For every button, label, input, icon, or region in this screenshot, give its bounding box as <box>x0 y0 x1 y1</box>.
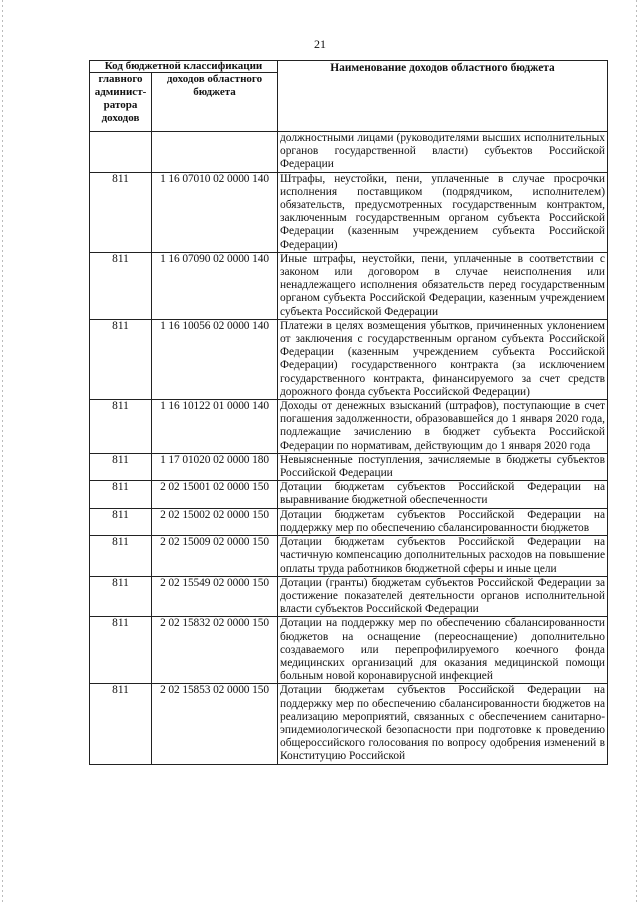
table-row <box>90 684 608 764</box>
admin-code-cell: 811 <box>90 576 152 617</box>
income-code-cell: 1 17 01020 02 0000 180 <box>152 453 278 480</box>
income-name-cell: Невыясненные поступления, зачисляемые в бюджеты субъектов Российской Федерации <box>278 453 608 480</box>
table-row <box>90 481 608 508</box>
income-code-cell: 1 16 07010 02 0000 140 <box>152 172 278 252</box>
header-group: Код бюджетной классификации <box>90 61 278 73</box>
table-row <box>90 172 608 252</box>
income-code-cell: 1 16 10122 01 0000 140 <box>152 400 278 454</box>
income-code-cell: 2 02 15001 02 0000 150 <box>152 481 278 508</box>
header-admin: главного админист-ратора доходов <box>90 73 152 132</box>
table-row <box>90 576 608 617</box>
table-row <box>90 536 608 577</box>
income-code-cell <box>152 132 278 173</box>
table-row <box>90 400 608 454</box>
budget-classification-table <box>89 60 608 765</box>
income-name-cell: Штрафы, неустойки, пени, уплаченные в случае просрочки исполнения поставщиком (подрядчиком, исполнителем) обязательств, предусмотренных государственным контрактом, заключенным государственным органом субъекта Российской Федерации (казенным учреждением субъекта Российской Федерации) <box>278 172 608 252</box>
income-code-cell: 2 02 15009 02 0000 150 <box>152 536 278 577</box>
scan-edge-left <box>2 0 3 905</box>
income-name-cell: Доходы от денежных взысканий (штрафов), поступающие в счет погашения задолженности, образовавшейся до 1 января 2020 года, подлежащие зачислению в бюджет субъекта Российской Федерации по нормативам, действующим до 1 января 2020 года <box>278 400 608 454</box>
header-row-group <box>90 61 608 73</box>
table-row <box>90 617 608 684</box>
admin-code-cell: 811 <box>90 536 152 577</box>
admin-code-cell: 811 <box>90 481 152 508</box>
admin-code-cell: 811 <box>90 400 152 454</box>
admin-code-cell: 811 <box>90 319 152 399</box>
admin-code-cell: 811 <box>90 252 152 319</box>
income-name-cell: Дотации на поддержку мер по обеспечению сбалансированности бюджетов на оснащение (переоснащение) дополнительно создаваемого или перепрофилируемого коечного фонда медицинских организаций для оказания медицинской помощи больным новой коронавирусной инфекцией <box>278 617 608 684</box>
admin-code-cell: 811 <box>90 684 152 764</box>
header-income: доходов областного бюджета <box>152 73 278 132</box>
income-name-cell: Дотации бюджетам субъектов Российской Федерации на частичную компенсацию дополнительных расходов на повышение оплаты труда работников бюджетной сферы и иные цели <box>278 536 608 577</box>
income-code-cell: 2 02 15853 02 0000 150 <box>152 684 278 764</box>
income-name-cell: должностными лицами (руководителями высших исполнительных органов государственной власти) субъектов Российской Федерации <box>278 132 608 173</box>
scan-edge-right <box>636 0 637 905</box>
admin-code-cell <box>90 132 152 173</box>
income-code-cell: 1 16 07090 02 0000 140 <box>152 252 278 319</box>
table-row <box>90 508 608 535</box>
income-code-cell: 2 02 15832 02 0000 150 <box>152 617 278 684</box>
income-name-cell: Платежи в целях возмещения убытков, причиненных уклонением от заключения с государственным органом субъекта Российской Федерации (казенным учреждением субъекта Российской Федерации) государственного контракта (за исключением государственного контракта, финансируемого за счет средств дорожного фонда субъекта Российской Федерации) <box>278 319 608 399</box>
table-row <box>90 252 608 319</box>
income-name-cell: Дотации бюджетам субъектов Российской Федерации на поддержку мер по обеспечению сбалансированности бюджетов на реализацию мероприятий, связанных с обеспечением санитарно-эпидемиологической безопасности при подготовке к проведению общероссийского голосования по вопросу одобрения изменений в Конституцию Российской <box>278 684 608 764</box>
table-row <box>90 132 608 173</box>
admin-code-cell: 811 <box>90 617 152 684</box>
header-name: Наименование доходов областного бюджета <box>278 61 608 132</box>
admin-code-cell: 811 <box>90 508 152 535</box>
income-name-cell: Дотации бюджетам субъектов Российской Федерации на выравнивание бюджетной обеспеченности <box>278 481 608 508</box>
table-row <box>90 453 608 480</box>
income-code-cell: 2 02 15002 02 0000 150 <box>152 508 278 535</box>
income-name-cell: Иные штрафы, неустойки, пени, уплаченные в соответствии с законом или договором в случае неисполнения или ненадлежащего исполнения обязательств перед государственным органом субъекта Российской Федерации, казенным учреждением субъекта Российской Федерации <box>278 252 608 319</box>
admin-code-cell: 811 <box>90 453 152 480</box>
income-name-cell: Дотации (гранты) бюджетам субъектов Российской Федерации за достижение показателей деятельности органов исполнительной власти субъектов Российской Федерации <box>278 576 608 617</box>
admin-code-cell: 811 <box>90 172 152 252</box>
page-number: 21 <box>314 37 326 51</box>
income-code-cell: 1 16 10056 02 0000 140 <box>152 319 278 399</box>
income-name-cell: Дотации бюджетам субъектов Российской Федерации на поддержку мер по обеспечению сбалансированности бюджетов <box>278 508 608 535</box>
income-code-cell: 2 02 15549 02 0000 150 <box>152 576 278 617</box>
table-row <box>90 319 608 399</box>
